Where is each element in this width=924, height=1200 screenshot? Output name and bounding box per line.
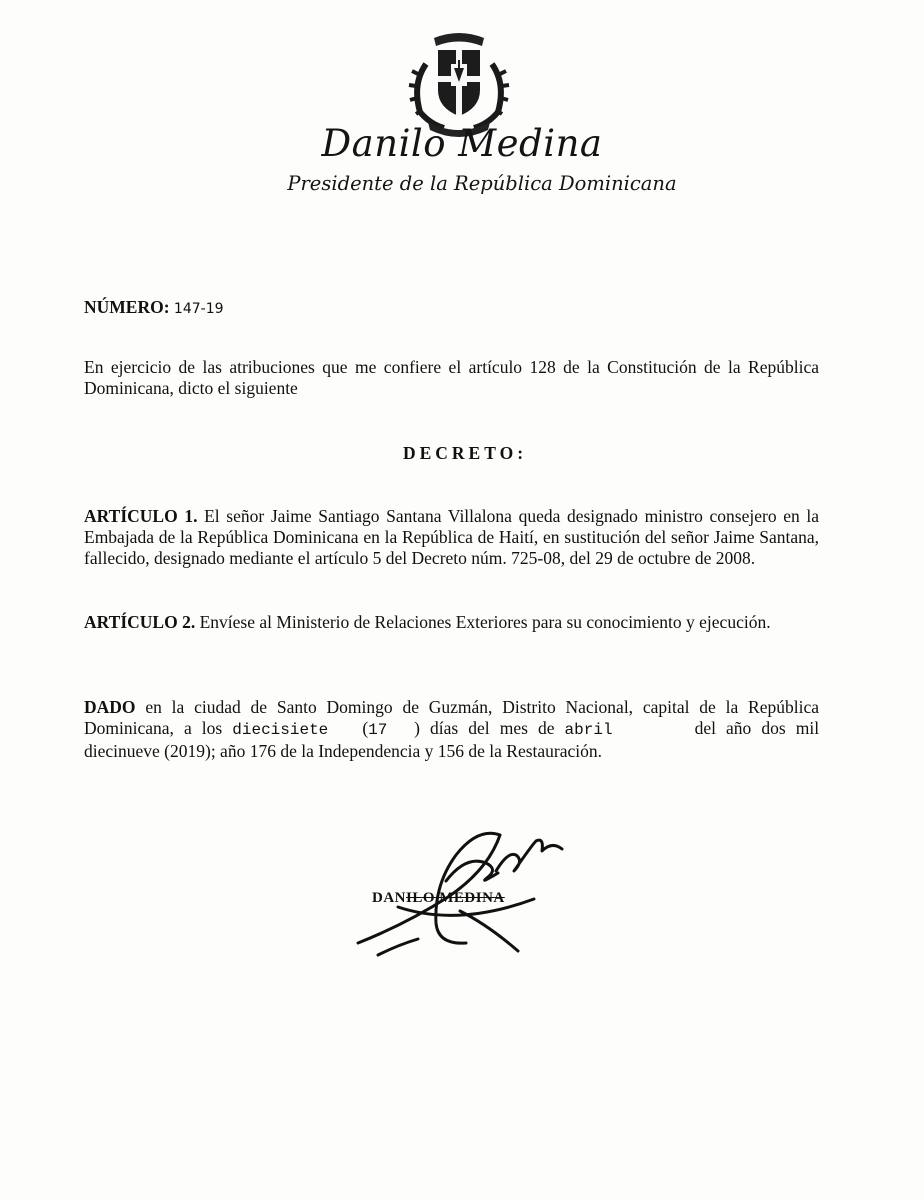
decree-heading: DECRETO: [402, 443, 528, 463]
given-text-3: del año dos mil diecinueve (2019); año 176 de la Independencia y 156 de la Restauración. [84, 718, 820, 761]
article-2 [84, 612, 819, 633]
article-1-label: ARTÍCULO 1. [84, 506, 198, 526]
article-1 [84, 506, 819, 569]
given-label: DADO [84, 697, 136, 717]
month: abril [564, 721, 613, 739]
number-value: 147-19 [173, 301, 224, 317]
signer-name [372, 890, 505, 907]
paren-close: ) [414, 718, 420, 738]
signer-name-part-1: DAN [372, 890, 406, 906]
given-paragraph [84, 697, 819, 762]
article-2-text: Envíese al Ministerio de Relaciones Exteriores para su conocimiento y ejecución. [199, 612, 771, 632]
given-text-1: en la ciudad de Santo Domingo de Guzmán, Distrito Nacional, capital de la República Dominicana, a los [84, 697, 819, 738]
article-1-text: El señor Jaime Santiago Santana Villalona queda designado ministro consejero en la Embajada de la República Dominicana en la República de Haití, en sustitución del señor Jaime Santana, fallecido, designado mediante el artículo 5 del Decreto núm. 725-08, del 29 de octubre de 2008. [84, 506, 819, 568]
decree-number [84, 297, 819, 320]
number-label: NÚMERO: [84, 297, 170, 317]
article-2-label: ARTÍCULO 2. [84, 612, 196, 632]
letterhead-title: Presidente de la República Dominicana [287, 172, 677, 195]
letterhead-name: Danilo Medina [321, 122, 603, 165]
signer-name-part-2: ILO MEDINA [406, 890, 505, 906]
day-number: 17 [368, 721, 388, 739]
day-words: diecisiete [232, 721, 329, 739]
preamble-paragraph: En ejercicio de las atribuciones que me confiere el artículo 128 de la Constitución de la República Dominicana, dicto el siguiente [84, 357, 819, 398]
paren-open: ( [362, 718, 369, 738]
given-text-2: días del mes de [430, 718, 555, 738]
